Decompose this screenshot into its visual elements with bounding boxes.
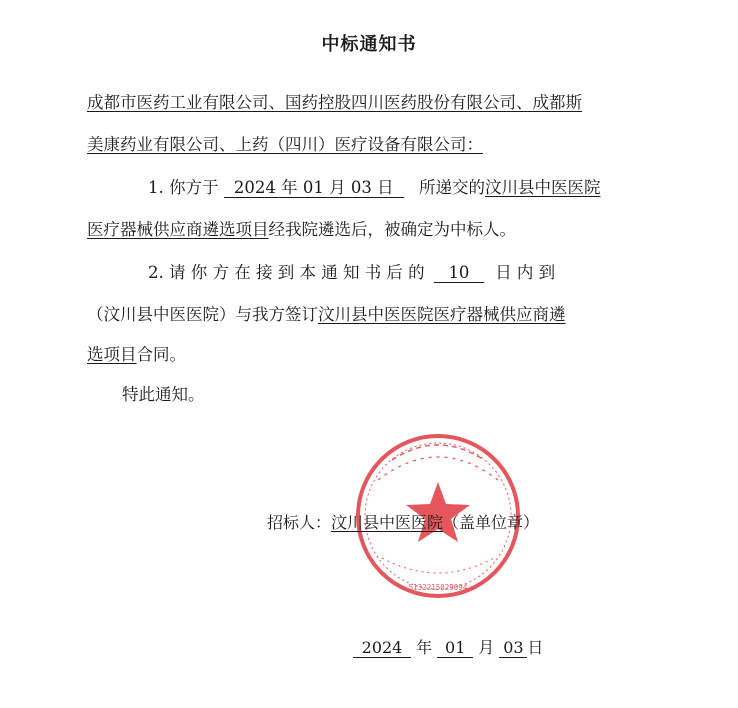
para2-tail: 合同。 [136, 345, 186, 364]
signer-line [267, 512, 539, 534]
para1-tail: 经我院遴选后，被确定为中标人。 [268, 220, 516, 239]
addressee-line-1 [87, 92, 582, 114]
para2-place: （汶川县中医医院）与我方签订 [87, 305, 318, 324]
signer-name: 汶川县中医医院 [331, 513, 444, 532]
paragraph-1-line-1 [148, 177, 601, 199]
date-month-unit: 月 [478, 638, 495, 657]
project-name-part1: 汶川县中医医院 [485, 178, 601, 197]
closing-text: 特此通知。 [122, 385, 205, 404]
para2-lead: 2. 请 你 方 在 接 到 本 通 知 书 后 的 [148, 263, 425, 282]
paragraph-2-line-3 [87, 344, 186, 366]
addressee-text-2: 美康药业有限公司、上药（四川）医疗设备有限公司： [87, 135, 483, 154]
date-day: 03 [499, 639, 527, 658]
contract-project-part2: 选项目 [87, 345, 137, 364]
project-name-part2: 医疗器械供应商遴选项目 [87, 220, 269, 239]
date-year-unit: 年 [416, 638, 433, 657]
signer-label: 招标人： [267, 513, 332, 532]
paragraph-2-line-2 [87, 304, 566, 326]
seal-number: 5132215029094 [408, 583, 468, 592]
date-year: 2024 [353, 639, 411, 658]
date-line [353, 637, 543, 659]
days-count: 10 [434, 264, 484, 283]
paragraph-1-line-2 [87, 219, 516, 241]
para2-after-days: 日 内 到 [495, 263, 556, 282]
document-title: 中标通知书 [321, 34, 417, 55]
date-day-unit: 日 [527, 638, 544, 657]
addressee-line-2 [87, 134, 483, 156]
submission-date: 2024 年 01 月 03 日 [224, 179, 404, 198]
date-month: 01 [437, 639, 473, 658]
signer-note: （盖单位章） [443, 513, 540, 532]
paragraph-2-line-1 [148, 262, 555, 284]
para1-mid: 所递交的 [419, 178, 485, 197]
para1-lead: 1. 你方于 [148, 178, 219, 197]
contract-project-part1: 汶川县中医医院医疗器械供应商遴 [318, 305, 566, 324]
addressee-text-1: 成都市医药工业有限公司、国药控股四川医药股份有限公司、成都斯 [87, 93, 582, 112]
